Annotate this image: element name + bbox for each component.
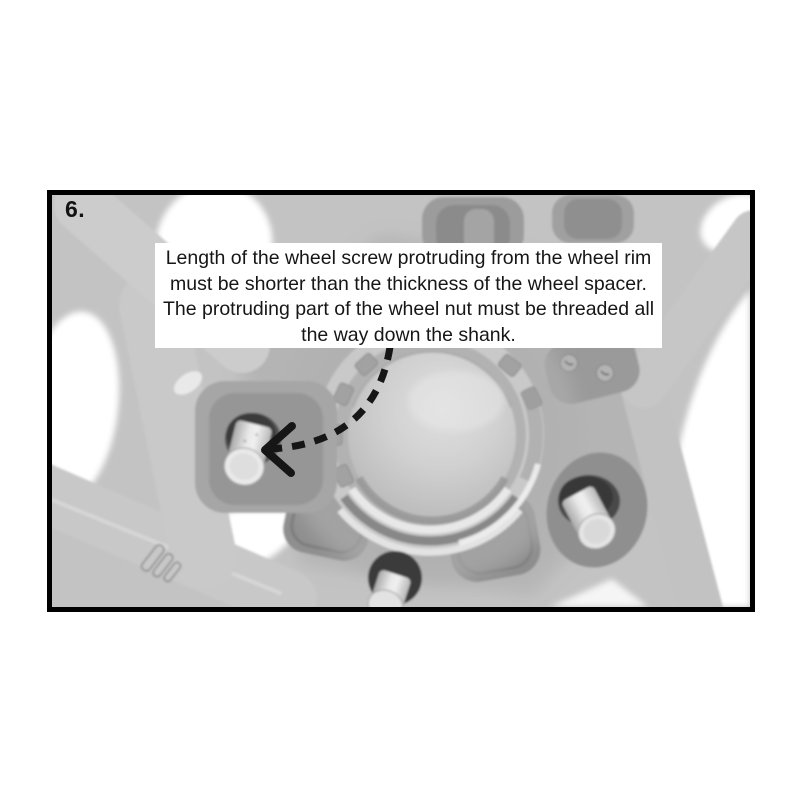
caption-line-4: the way down the shank.: [301, 323, 516, 346]
caption-panel: [155, 243, 662, 348]
instruction-step-panel: [47, 190, 755, 612]
step-number: 6.: [65, 196, 86, 222]
caption-line-1: Length of the wheel screw protruding from the wheel rim: [165, 247, 652, 269]
caption-line-3: The protruding part of the wheel nut must be threaded all: [162, 298, 655, 320]
caption-line-2: must be shorter than the thickness of the wheel spacer.: [170, 272, 647, 295]
